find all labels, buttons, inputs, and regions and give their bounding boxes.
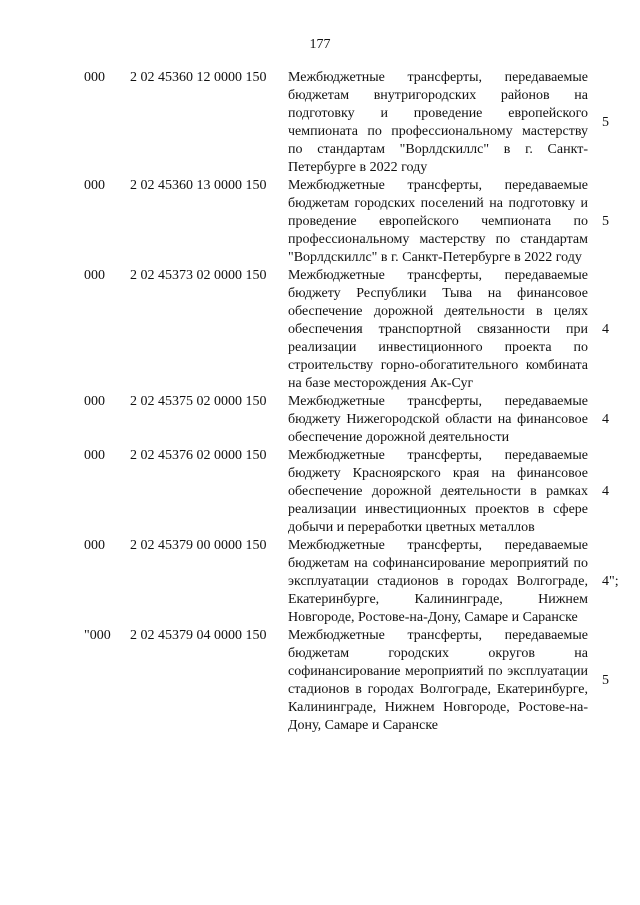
revenue-code: 2 02 45376 02 0000 150 bbox=[130, 448, 267, 463]
admin-code: 000 bbox=[84, 538, 105, 553]
budget-code-table bbox=[0, 69, 640, 735]
admin-code: 000 bbox=[84, 178, 105, 193]
row-description: Межбюджетные трансферты, передаваемые бюджету Республики Тыва на финансовое обеспечение дорожной деятельности в целях обеспечения транспортной связанности при реализации инвестиционного проекта по строительству горно-обогатительного комбината на базе месторождения Ак-Суг bbox=[288, 268, 588, 391]
admin-code: 000 bbox=[84, 448, 105, 463]
admin-code: "000 bbox=[84, 628, 111, 643]
table-row bbox=[0, 267, 640, 393]
admin-code: 000 bbox=[84, 268, 105, 283]
group-number: 4 bbox=[602, 484, 609, 499]
table-row bbox=[0, 69, 640, 177]
row-description: Межбюджетные трансферты, передаваемые бюджету Нижегородской области на финансовое обеспечение дорожной деятельности bbox=[288, 394, 588, 445]
revenue-code: 2 02 45360 13 0000 150 bbox=[130, 178, 267, 193]
revenue-code: 2 02 45375 02 0000 150 bbox=[130, 394, 267, 409]
group-number: 4"; bbox=[602, 574, 619, 589]
row-description: Межбюджетные трансферты, передаваемые бюджетам городских округов на софинансирование мероприятий по эксплуатации стадионов в городах Волгограде, Екатеринбурге, Калининграде, Нижнем Новгороде, Ростове-на-Дону, Самаре и Саранске bbox=[288, 628, 588, 733]
group-number: 4 bbox=[602, 412, 609, 427]
table-row bbox=[0, 627, 640, 735]
row-description: Межбюджетные трансферты, передаваемые бюджетам городских поселений на подготовку и проведение европейского чемпионата по профессиональному мастерству по стандартам "Ворлдскиллс" в г. Санкт-Петербурге в 2022 году bbox=[288, 178, 588, 265]
revenue-code: 2 02 45379 00 0000 150 bbox=[130, 538, 267, 553]
page-number: 177 bbox=[309, 37, 331, 52]
group-number: 5 bbox=[602, 214, 609, 229]
row-description: Межбюджетные трансферты, передаваемые бюджету Красноярского края на финансовое обеспечение дорожной деятельности в рамках реализации инвестиционных проектов в сфере добычи и переработки цветных металлов bbox=[288, 448, 588, 535]
revenue-code: 2 02 45360 12 0000 150 bbox=[130, 70, 267, 85]
revenue-code: 2 02 45379 04 0000 150 bbox=[130, 628, 267, 643]
group-number: 4 bbox=[602, 322, 609, 337]
table-row bbox=[0, 537, 640, 627]
admin-code: 000 bbox=[84, 70, 105, 85]
row-description: Межбюджетные трансферты, передаваемые бюджетам на софинансирование мероприятий по эксплуатации стадионов в городах Волгограде, Екатеринбурге, Калининграде, Нижнем Новгороде, Ростове-на-Дону, Самаре и Саранске bbox=[288, 538, 588, 625]
group-number: 5 bbox=[602, 673, 609, 688]
table-row bbox=[0, 447, 640, 537]
group-number: 5 bbox=[602, 115, 609, 130]
table-row bbox=[0, 393, 640, 447]
admin-code: 000 bbox=[84, 394, 105, 409]
table-row bbox=[0, 177, 640, 267]
row-description: Межбюджетные трансферты, передаваемые бюджетам внутригородских районов на подготовку и проведение европейского чемпионата по профессиональному мастерству по стандартам "Ворлдскиллс" в г. Санкт-Петербурге в 2022 году bbox=[288, 70, 588, 175]
revenue-code: 2 02 45373 02 0000 150 bbox=[130, 268, 267, 283]
